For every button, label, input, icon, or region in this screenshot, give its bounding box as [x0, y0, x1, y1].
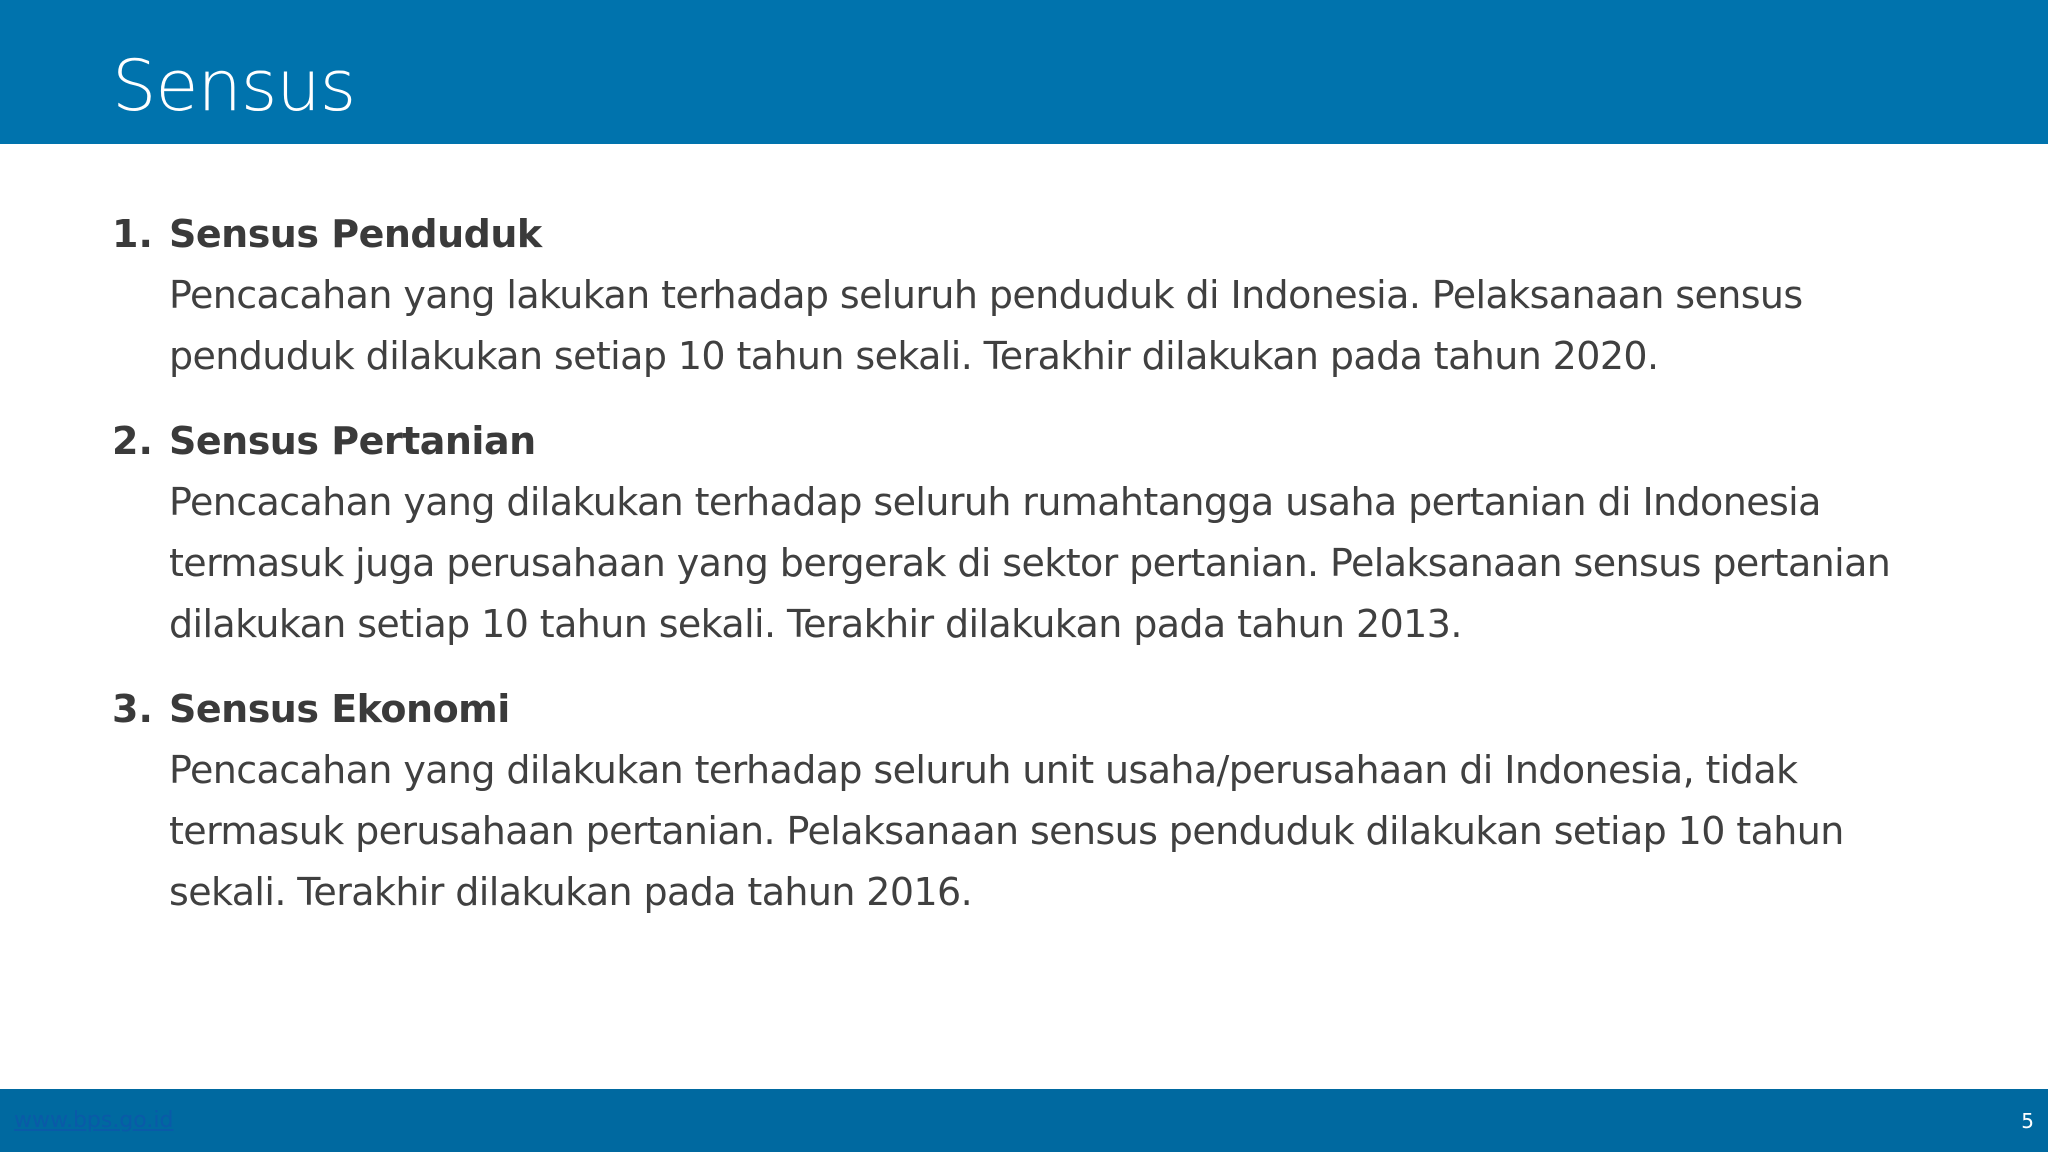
- list-item: [112, 204, 1932, 387]
- page-number: 5: [2021, 1109, 2034, 1133]
- slide-title: Sensus: [112, 45, 356, 127]
- list-item: [112, 679, 1932, 923]
- item-description: [169, 472, 2009, 655]
- item-number: 1.: [112, 212, 153, 256]
- description-line: Pencacahan yang dilakukan terhadap seluruh unit usaha/perusahaan di Indonesia, tidak: [169, 748, 1798, 792]
- description-line: dilakukan setiap 10 tahun sekali. Terakhir dilakukan pada tahun 2013.: [169, 602, 1462, 646]
- item-heading: Sensus Penduduk: [169, 212, 542, 256]
- item-number: 3.: [112, 687, 153, 731]
- footer-website-link[interactable]: www.bps.go.id: [14, 1108, 174, 1133]
- description-line: Pencacahan yang lakukan terhadap seluruh penduduk di Indonesia. Pelaksanaan sensus: [169, 273, 1803, 317]
- item-heading: Sensus Ekonomi: [169, 687, 510, 731]
- header-bar: [0, 0, 2048, 144]
- list-item: [112, 411, 1932, 655]
- description-line: Pencacahan yang dilakukan terhadap seluruh rumahtangga usaha pertanian di Indonesia: [169, 480, 1821, 524]
- description-line: termasuk perusahaan pertanian. Pelaksanaan sensus penduduk dilakukan setiap 10 tahun: [169, 809, 1844, 853]
- description-line: termasuk juga perusahaan yang bergerak di sektor pertanian. Pelaksanaan sensus pertanian: [169, 541, 1891, 585]
- item-heading: Sensus Pertanian: [169, 419, 536, 463]
- description-line: penduduk dilakukan setiap 10 tahun sekali. Terakhir dilakukan pada tahun 2020.: [169, 334, 1659, 378]
- slide-content: [112, 204, 1932, 947]
- item-description: [169, 740, 2009, 923]
- footer-bar: [0, 1089, 2048, 1152]
- description-line: sekali. Terakhir dilakukan pada tahun 2016.: [169, 870, 973, 914]
- item-number: 2.: [112, 419, 153, 463]
- item-description: [169, 265, 2009, 387]
